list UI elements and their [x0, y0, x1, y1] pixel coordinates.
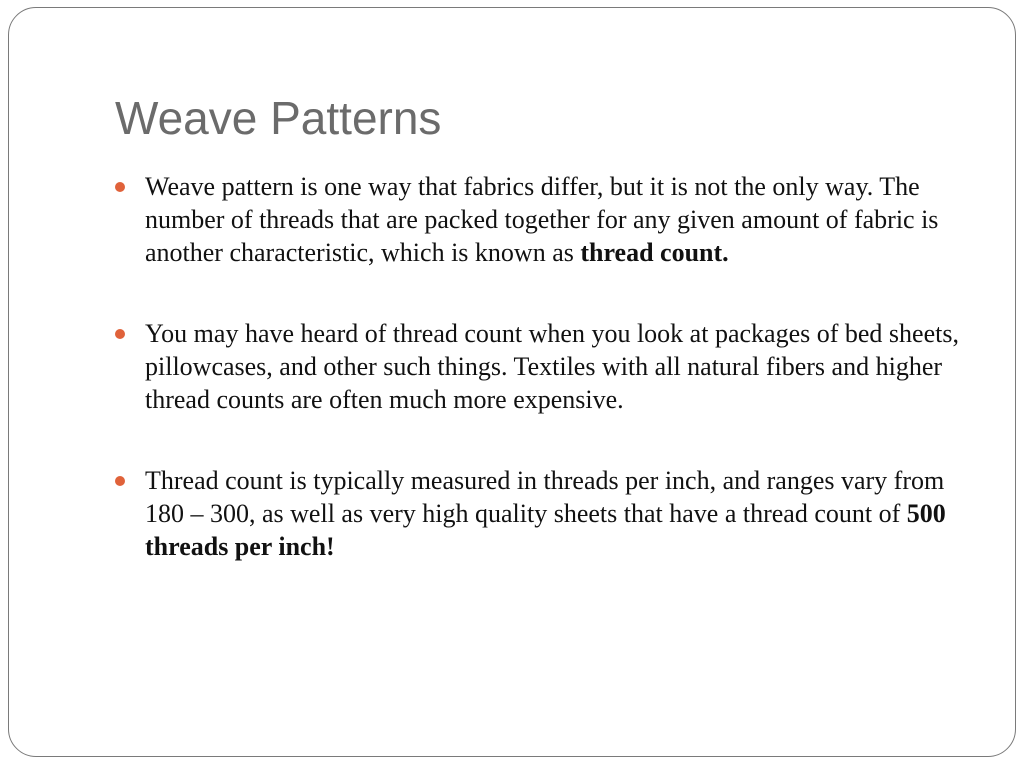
bullet-dot-icon [115, 476, 125, 486]
bullet-item [115, 317, 975, 416]
bullet-text: Thread count is typically measured in threads per inch, and ranges vary from 180 – 300, as well as very high quality sheets that have a thread count of [145, 466, 945, 528]
slide-title: Weave Patterns [115, 92, 442, 144]
slide [8, 7, 1016, 757]
bullet-bold-text: thread count. [580, 238, 729, 267]
bullet-list [115, 170, 975, 611]
bullet-dot-icon [115, 329, 125, 339]
bullet-bold-text: 500 threads per inch! [145, 499, 946, 561]
bullet-item [115, 170, 975, 269]
bullet-dot-icon [115, 182, 125, 192]
bullet-text: You may have heard of thread count when you look at packages of bed sheets, pillowcases, and other such things. Textiles with all natural fibers and higher thread counts are often much more expensive. [145, 319, 959, 414]
bullet-item [115, 464, 975, 563]
bullet-text: Weave pattern is one way that fabrics differ, but it is not the only way. The number of threads that are packed together for any given amount of fabric is another characteristic, which is known as [145, 172, 939, 267]
